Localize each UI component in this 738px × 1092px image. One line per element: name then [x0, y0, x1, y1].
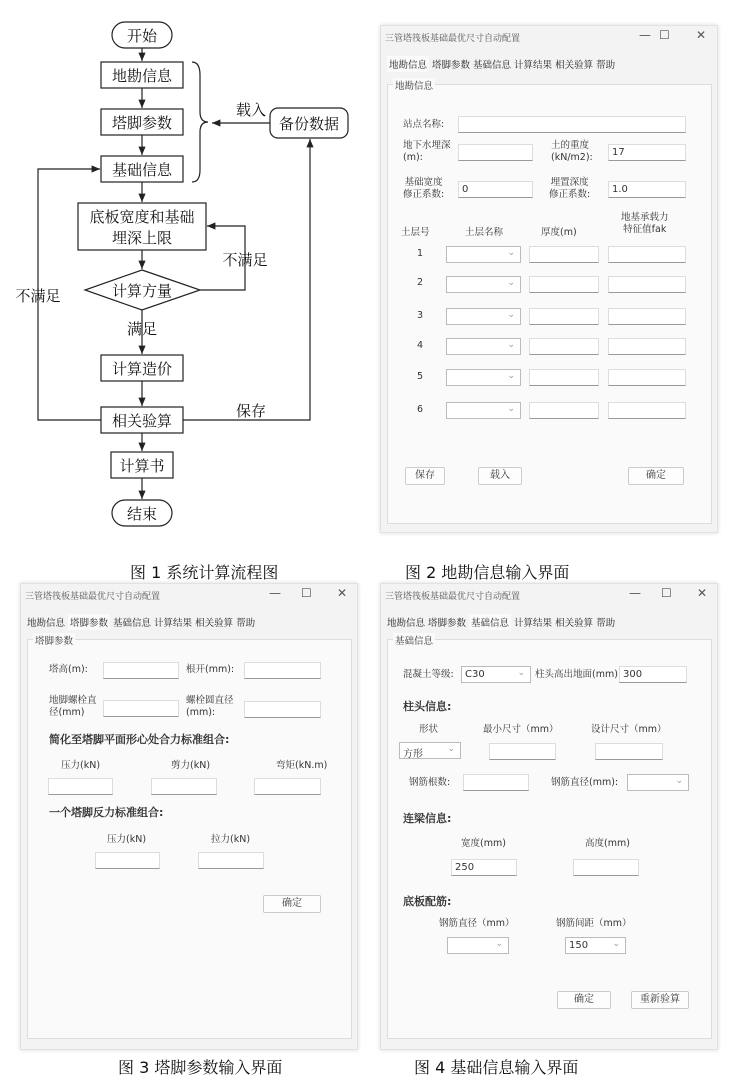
ok-button[interactable]: 确定	[263, 895, 321, 913]
tab-foundation[interactable]: 基础信息	[469, 614, 511, 630]
tab-foundation[interactable]: 基础信息	[473, 60, 512, 71]
rebar-dia-select[interactable]: ⌄	[627, 774, 689, 791]
group-label: 地勘信息	[393, 78, 435, 92]
thickness-input[interactable]	[529, 276, 599, 293]
group-label: 塔脚参数	[33, 633, 75, 647]
shape-select[interactable]: 方形 ⌄	[399, 742, 461, 759]
pressure-input[interactable]	[48, 778, 113, 795]
col-thickness: 厚度(m)	[541, 227, 577, 238]
slab-dia-label: 钢筋直径（mm）	[439, 918, 515, 929]
layer-name-select[interactable]: ⌄	[446, 246, 521, 263]
slab-spacing-select[interactable]: 150 ⌄	[565, 937, 626, 954]
minimize-button[interactable]: —	[269, 586, 281, 600]
reaction-heading: 一个塔脚反力标准组合:	[49, 806, 164, 819]
groundwater-label: 地下水埋深 (m):	[403, 140, 451, 163]
close-button[interactable]: ✕	[696, 28, 707, 42]
tab-survey[interactable]: 地勘信息	[387, 56, 429, 72]
root-open-input[interactable]	[244, 662, 321, 679]
not-satisfy-right-label: 不满足	[222, 251, 268, 269]
pressure2-input[interactable]	[95, 852, 160, 869]
groundwater-input[interactable]	[458, 144, 533, 161]
column-info-heading: 柱头信息:	[403, 700, 452, 713]
shear-label: 剪力(kN)	[171, 760, 211, 771]
fak-input[interactable]	[608, 338, 686, 355]
close-button[interactable]: ✕	[697, 586, 708, 600]
survey-label: 地勘信息	[111, 67, 173, 85]
tab-help[interactable]: 帮助	[236, 618, 256, 629]
layer-name-select[interactable]: ⌄	[446, 308, 521, 325]
bolt-dia-input[interactable]	[103, 700, 179, 717]
caption-fig2: 图 2 地勘信息输入界面	[405, 563, 570, 582]
report-label: 计算书	[119, 457, 165, 475]
checking-label: 相关验算	[111, 412, 173, 430]
maximize-button[interactable]: ☐	[301, 586, 312, 600]
window-title: 三管塔筏板基础最优尺寸自动配置	[385, 34, 521, 44]
shear-input[interactable]	[151, 778, 217, 795]
minimize-button[interactable]: —	[639, 28, 651, 42]
window-title: 三管塔筏板基础最优尺寸自动配置	[385, 592, 521, 602]
calc-cost-label: 计算造价	[111, 360, 173, 378]
design-size-input[interactable]	[595, 743, 663, 760]
col-layer-name: 土层名称	[465, 227, 504, 238]
col-layer-no: 土层号	[401, 227, 430, 238]
width-coef-input[interactable]: 0	[458, 181, 533, 198]
tension-label: 拉力(kN)	[211, 834, 251, 845]
width-coef-label: 基础宽度 修正系数:	[403, 177, 445, 200]
thickness-input[interactable]	[529, 308, 599, 325]
beam-width-label: 宽度(mm)	[461, 838, 506, 849]
save-button[interactable]: 保存	[405, 467, 445, 485]
foundation-window	[380, 583, 718, 1050]
row-number: 2	[417, 277, 424, 288]
start-label: 开始	[126, 27, 158, 45]
tab-survey[interactable]: 地勘信息	[387, 618, 426, 629]
thickness-input[interactable]	[529, 369, 599, 386]
fak-input[interactable]	[608, 402, 686, 419]
load-button[interactable]: 载入	[478, 467, 522, 485]
row-number: 3	[417, 310, 424, 321]
slab-rebar-heading: 底板配筋:	[403, 895, 452, 908]
save-label: 保存	[235, 402, 267, 420]
close-button[interactable]: ✕	[337, 586, 348, 600]
tab-survey[interactable]: 地勘信息	[27, 618, 66, 629]
tab-tower-foot[interactable]: 塔脚参数	[432, 60, 471, 71]
maximize-button[interactable]: ☐	[659, 28, 670, 42]
calc-volume-label: 计算方量	[111, 282, 173, 300]
concrete-grade-select[interactable]: C30 ⌄	[461, 666, 531, 683]
limit-label-2: 埋深上限	[111, 229, 173, 247]
not-satisfy-left-label: 不满足	[15, 287, 61, 305]
min-size-input[interactable]	[489, 743, 556, 760]
bolt-circle-input[interactable]	[244, 701, 321, 718]
pressure-label: 压力(kN)	[61, 760, 101, 771]
tab-checking[interactable]: 相关验算	[555, 60, 594, 71]
tab-foundation[interactable]: 基础信息	[113, 618, 152, 629]
window-title: 三管塔筏板基础最优尺寸自动配置	[25, 592, 161, 602]
beam-info-heading: 连梁信息:	[403, 812, 452, 825]
combination-heading: 简化至塔脚平面形心处合力标准组合:	[49, 733, 230, 746]
beam-width-input[interactable]: 250	[451, 859, 517, 876]
beam-height-label: 高度(mm)	[585, 838, 630, 849]
bolt-dia-label: 地脚螺栓直 径(mm)	[49, 695, 97, 718]
col-fak: 地基承载力 特征值fak	[621, 212, 669, 235]
column-height-label: 柱头高出地面(mm)	[535, 669, 618, 680]
tab-results[interactable]: 计算结果	[154, 618, 193, 629]
minimize-button[interactable]: —	[629, 586, 641, 600]
depth-coef-label: 埋置深度 修正系数:	[549, 177, 591, 200]
row-number: 5	[417, 371, 424, 382]
concrete-grade-label: 混凝土等级:	[403, 669, 454, 680]
moment-label: 弯矩(kN.m)	[276, 760, 328, 771]
thickness-input[interactable]	[529, 402, 599, 419]
flowchart	[0, 0, 370, 540]
fak-input[interactable]	[608, 308, 686, 325]
satisfy-label: 满足	[126, 320, 158, 338]
fak-input[interactable]	[608, 369, 686, 386]
ok-button[interactable]: 确定	[628, 467, 684, 485]
bolt-circle-label: 螺栓圆直径 (mm):	[186, 695, 234, 718]
row-number: 1	[417, 248, 424, 259]
site-name-label: 站点名称:	[403, 119, 445, 130]
column-height-input[interactable]: 300	[619, 666, 687, 683]
tab-tower-foot[interactable]: 塔脚参数	[428, 618, 467, 629]
site-name-input[interactable]	[458, 116, 686, 133]
load-label: 载入	[235, 101, 267, 119]
tab-results[interactable]: 计算结果	[514, 618, 553, 629]
tower-height-input[interactable]	[103, 662, 179, 679]
tab-help[interactable]: 帮助	[596, 618, 616, 629]
shape-label: 形状	[419, 724, 439, 735]
row-number: 6	[417, 404, 424, 415]
rebar-count-label: 钢筋根数:	[409, 777, 451, 788]
tab-help[interactable]: 帮助	[596, 60, 616, 71]
tower-height-label: 塔高(m):	[49, 664, 88, 675]
tab-checking[interactable]: 相关验算	[555, 618, 594, 629]
ok-button[interactable]: 确定	[557, 991, 611, 1009]
min-size-label: 最小尺寸（mm）	[483, 724, 559, 735]
maximize-button[interactable]: ☐	[661, 586, 672, 600]
slab-spacing-label: 钢筋间距（mm）	[556, 918, 632, 929]
tower-foot-window	[20, 583, 358, 1050]
depth-coef-input[interactable]: 1.0	[608, 181, 686, 198]
slab-dia-select[interactable]: ⌄	[447, 937, 509, 954]
layer-name-select[interactable]: ⌄	[446, 369, 521, 386]
row-number: 4	[417, 340, 424, 351]
thickness-input[interactable]	[529, 246, 599, 263]
foundation-group	[387, 639, 712, 1039]
tab-bar	[387, 56, 618, 72]
root-open-label: 根开(mm):	[186, 664, 235, 675]
caption-fig3: 图 3 塔脚参数输入界面	[118, 1058, 283, 1077]
thickness-input[interactable]	[529, 338, 599, 355]
end-label: 结束	[126, 505, 158, 523]
fak-input[interactable]	[608, 276, 686, 293]
tension-input[interactable]	[198, 852, 264, 869]
layer-name-select[interactable]: ⌄	[446, 338, 521, 355]
limit-label-1: 底板宽度和基础	[89, 208, 195, 226]
tab-tower-foot[interactable]: 塔脚参数	[68, 614, 110, 630]
layer-name-select[interactable]: ⌄	[446, 276, 521, 293]
layer-name-select[interactable]: ⌄	[446, 402, 521, 419]
foundation-label: 基础信息	[111, 161, 173, 179]
tab-results[interactable]: 计算结果	[514, 60, 553, 71]
tab-bar	[387, 614, 618, 630]
caption-fig1: 图 1 系统计算流程图	[130, 563, 279, 582]
tab-bar	[27, 614, 258, 630]
group-label: 基础信息	[393, 633, 435, 647]
caption-fig4: 图 4 基础信息输入界面	[414, 1058, 579, 1077]
moment-input[interactable]	[254, 778, 321, 795]
rebar-dia-label: 钢筋直径(mm):	[551, 777, 619, 788]
design-size-label: 设计尺寸（mm）	[591, 724, 667, 735]
recheck-button[interactable]: 重新验算	[631, 991, 689, 1009]
soil-weight-label: 土的重度 (kN/m2):	[551, 140, 593, 163]
tab-checking[interactable]: 相关验算	[195, 618, 234, 629]
brace	[192, 62, 208, 182]
pressure2-label: 压力(kN)	[107, 834, 147, 845]
survey-window	[380, 25, 718, 533]
soil-weight-input[interactable]: 17	[608, 144, 686, 161]
beam-height-input[interactable]	[573, 859, 639, 876]
fak-input[interactable]	[608, 246, 686, 263]
rebar-count-input[interactable]	[463, 774, 529, 791]
backup-label: 备份数据	[278, 115, 340, 133]
tower-foot-label: 塔脚参数	[111, 114, 173, 132]
